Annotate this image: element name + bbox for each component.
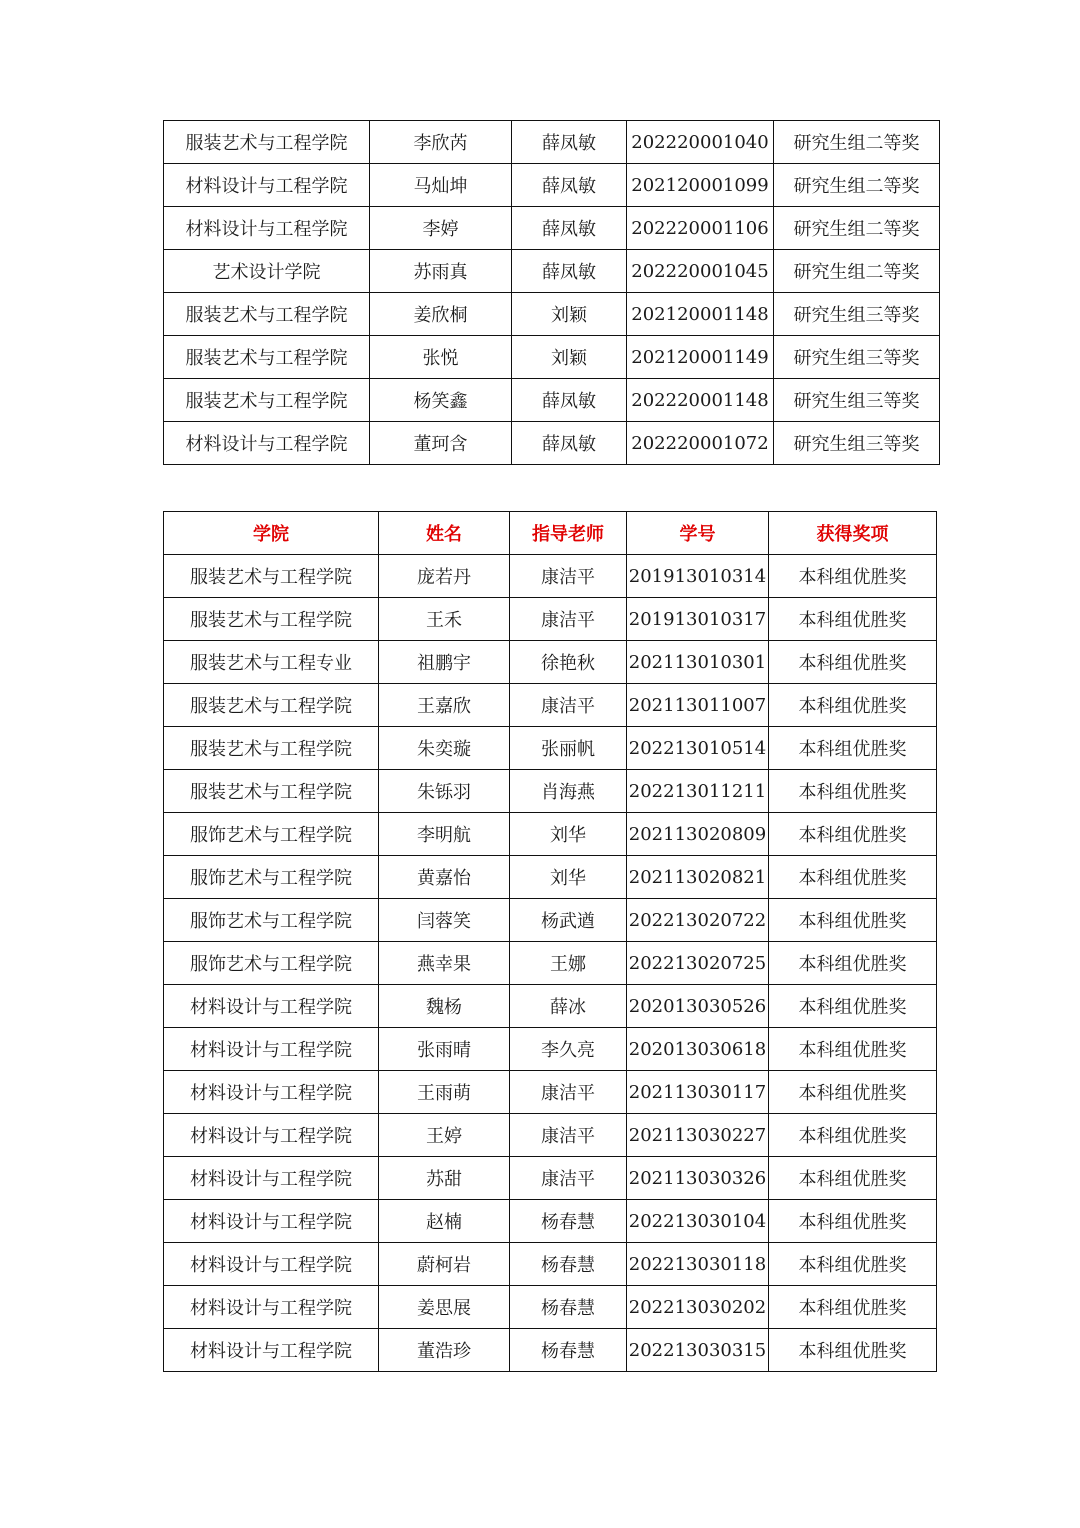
cell-advisor: 康洁平 [510, 1157, 627, 1200]
cell-name: 李欣芮 [370, 121, 512, 164]
cell-name: 董浩珍 [379, 1329, 510, 1372]
cell-student-id: 202213030315 [627, 1329, 769, 1372]
cell-advisor: 康洁平 [510, 684, 627, 727]
cell-student-id: 202113010301 [627, 641, 769, 684]
table-row [164, 1286, 937, 1329]
cell-student-id: 201913010314 [627, 555, 769, 598]
cell-award: 研究生组二等奖 [774, 207, 940, 250]
header-name: 姓名 [379, 512, 510, 555]
cell-college: 材料设计与工程学院 [164, 1243, 379, 1286]
cell-college: 材料设计与工程学院 [164, 1286, 379, 1329]
table-row [164, 942, 937, 985]
cell-name: 魏杨 [379, 985, 510, 1028]
cell-college: 服装艺术与工程学院 [164, 770, 379, 813]
cell-advisor: 张丽帆 [510, 727, 627, 770]
cell-college: 材料设计与工程学院 [164, 207, 370, 250]
cell-student-id: 202120001099 [627, 164, 774, 207]
cell-name: 姜欣桐 [370, 293, 512, 336]
header-student-id: 学号 [627, 512, 769, 555]
table-row [164, 813, 937, 856]
cell-name: 黄嘉怡 [379, 856, 510, 899]
table-row [164, 770, 937, 813]
table-row [164, 1200, 937, 1243]
cell-student-id: 202113030227 [627, 1114, 769, 1157]
cell-student-id: 202120001148 [627, 293, 774, 336]
cell-name: 董珂含 [370, 422, 512, 465]
cell-advisor: 杨春慧 [510, 1243, 627, 1286]
table-row [164, 1071, 937, 1114]
table-row [164, 555, 937, 598]
header-college: 学院 [164, 512, 379, 555]
cell-student-id: 202213030104 [627, 1200, 769, 1243]
table-row [164, 684, 937, 727]
cell-college: 服装艺术与工程专业 [164, 641, 379, 684]
cell-name: 苏甜 [379, 1157, 510, 1200]
cell-advisor: 薛凤敏 [512, 164, 627, 207]
undergraduate-awards-body [164, 555, 937, 1372]
table-row [164, 1028, 937, 1071]
cell-award: 本科组优胜奖 [769, 1286, 937, 1329]
cell-student-id: 202220001072 [627, 422, 774, 465]
cell-award: 本科组优胜奖 [769, 1243, 937, 1286]
table-row [164, 985, 937, 1028]
cell-name: 苏雨真 [370, 250, 512, 293]
undergraduate-awards-table [163, 511, 937, 1372]
cell-college: 材料设计与工程学院 [164, 1329, 379, 1372]
cell-name: 蔚柯岩 [379, 1243, 510, 1286]
cell-college: 服装艺术与工程学院 [164, 379, 370, 422]
cell-college: 服装艺术与工程学院 [164, 727, 379, 770]
cell-advisor: 康洁平 [510, 1071, 627, 1114]
table-row [164, 336, 940, 379]
cell-award: 本科组优胜奖 [769, 1329, 937, 1372]
table-row [164, 641, 937, 684]
cell-student-id: 202213010514 [627, 727, 769, 770]
cell-advisor: 刘颖 [512, 336, 627, 379]
cell-college: 材料设计与工程学院 [164, 422, 370, 465]
cell-advisor: 王娜 [510, 942, 627, 985]
cell-student-id: 202213030118 [627, 1243, 769, 1286]
header-award: 获得奖项 [769, 512, 937, 555]
cell-name: 赵楠 [379, 1200, 510, 1243]
cell-award: 本科组优胜奖 [769, 985, 937, 1028]
cell-college: 服饰艺术与工程学院 [164, 856, 379, 899]
cell-advisor: 薛冰 [510, 985, 627, 1028]
cell-advisor: 肖海燕 [510, 770, 627, 813]
cell-student-id: 202113011007 [627, 684, 769, 727]
cell-name: 李明航 [379, 813, 510, 856]
cell-name: 王禾 [379, 598, 510, 641]
cell-advisor: 李久亮 [510, 1028, 627, 1071]
cell-college: 材料设计与工程学院 [164, 164, 370, 207]
cell-student-id: 202220001148 [627, 379, 774, 422]
cell-student-id: 202213030202 [627, 1286, 769, 1329]
cell-student-id: 202113020809 [627, 813, 769, 856]
table-row [164, 727, 937, 770]
cell-award: 研究生组三等奖 [774, 293, 940, 336]
cell-college: 服饰艺术与工程学院 [164, 899, 379, 942]
cell-award: 本科组优胜奖 [769, 1071, 937, 1114]
cell-advisor: 薛凤敏 [512, 207, 627, 250]
cell-student-id: 202220001045 [627, 250, 774, 293]
cell-name: 张悦 [370, 336, 512, 379]
cell-award: 研究生组二等奖 [774, 250, 940, 293]
cell-name: 李婷 [370, 207, 512, 250]
cell-advisor: 杨春慧 [510, 1329, 627, 1372]
cell-advisor: 康洁平 [510, 598, 627, 641]
cell-advisor: 薛凤敏 [512, 121, 627, 164]
cell-award: 研究生组三等奖 [774, 336, 940, 379]
table-row [164, 1157, 937, 1200]
cell-advisor: 杨春慧 [510, 1200, 627, 1243]
cell-student-id: 202220001040 [627, 121, 774, 164]
table-row [164, 899, 937, 942]
cell-award: 本科组优胜奖 [769, 1028, 937, 1071]
cell-name: 马灿坤 [370, 164, 512, 207]
cell-name: 燕幸果 [379, 942, 510, 985]
table-row [164, 1329, 937, 1372]
cell-award: 本科组优胜奖 [769, 727, 937, 770]
cell-advisor: 徐艳秋 [510, 641, 627, 684]
cell-name: 闫蓉笑 [379, 899, 510, 942]
cell-student-id: 202013030618 [627, 1028, 769, 1071]
cell-advisor: 康洁平 [510, 1114, 627, 1157]
cell-student-id: 202213020722 [627, 899, 769, 942]
cell-advisor: 刘华 [510, 856, 627, 899]
cell-award: 本科组优胜奖 [769, 813, 937, 856]
cell-advisor: 薛凤敏 [512, 422, 627, 465]
cell-award: 本科组优胜奖 [769, 598, 937, 641]
cell-college: 服装艺术与工程学院 [164, 684, 379, 727]
cell-name: 祖鹏宇 [379, 641, 510, 684]
table-row [164, 1243, 937, 1286]
cell-college: 材料设计与工程学院 [164, 1157, 379, 1200]
cell-advisor: 杨春慧 [510, 1286, 627, 1329]
header-advisor: 指导老师 [510, 512, 627, 555]
cell-advisor: 薛凤敏 [512, 250, 627, 293]
cell-name: 杨笑鑫 [370, 379, 512, 422]
cell-award: 本科组优胜奖 [769, 1114, 937, 1157]
cell-award: 本科组优胜奖 [769, 942, 937, 985]
cell-advisor: 康洁平 [510, 555, 627, 598]
cell-award: 本科组优胜奖 [769, 1157, 937, 1200]
cell-college: 材料设计与工程学院 [164, 1028, 379, 1071]
cell-name: 王嘉欣 [379, 684, 510, 727]
table-row [164, 121, 940, 164]
cell-college: 材料设计与工程学院 [164, 1071, 379, 1114]
table-header-row [164, 512, 937, 555]
table-row [164, 293, 940, 336]
table-row [164, 1114, 937, 1157]
cell-name: 朱奕璇 [379, 727, 510, 770]
table-row [164, 422, 940, 465]
table-row [164, 598, 937, 641]
cell-award: 研究生组二等奖 [774, 164, 940, 207]
table-row [164, 250, 940, 293]
cell-student-id: 202220001106 [627, 207, 774, 250]
cell-college: 服饰艺术与工程学院 [164, 942, 379, 985]
table-row [164, 379, 940, 422]
cell-advisor: 杨武遒 [510, 899, 627, 942]
cell-college: 材料设计与工程学院 [164, 1200, 379, 1243]
cell-name: 朱铄羽 [379, 770, 510, 813]
cell-college: 艺术设计学院 [164, 250, 370, 293]
cell-student-id: 202113020821 [627, 856, 769, 899]
cell-college: 服装艺术与工程学院 [164, 598, 379, 641]
cell-college: 服装艺术与工程学院 [164, 555, 379, 598]
cell-college: 服装艺术与工程学院 [164, 121, 370, 164]
cell-student-id: 202113030117 [627, 1071, 769, 1114]
cell-advisor: 刘华 [510, 813, 627, 856]
cell-college: 服饰艺术与工程学院 [164, 813, 379, 856]
cell-college: 服装艺术与工程学院 [164, 293, 370, 336]
cell-student-id: 202113030326 [627, 1157, 769, 1200]
table-row [164, 164, 940, 207]
cell-student-id: 202120001149 [627, 336, 774, 379]
cell-award: 本科组优胜奖 [769, 899, 937, 942]
cell-college: 服装艺术与工程学院 [164, 336, 370, 379]
cell-student-id: 202013030526 [627, 985, 769, 1028]
cell-advisor: 刘颖 [512, 293, 627, 336]
cell-award: 研究生组三等奖 [774, 379, 940, 422]
cell-award: 研究生组三等奖 [774, 422, 940, 465]
table-row [164, 856, 937, 899]
graduate-awards-body [164, 121, 940, 465]
cell-name: 姜思展 [379, 1286, 510, 1329]
cell-name: 庞若丹 [379, 555, 510, 598]
cell-college: 材料设计与工程学院 [164, 985, 379, 1028]
cell-award: 本科组优胜奖 [769, 641, 937, 684]
cell-award: 本科组优胜奖 [769, 770, 937, 813]
cell-award: 本科组优胜奖 [769, 684, 937, 727]
cell-award: 本科组优胜奖 [769, 1200, 937, 1243]
cell-college: 材料设计与工程学院 [164, 1114, 379, 1157]
table-row [164, 207, 940, 250]
cell-name: 张雨晴 [379, 1028, 510, 1071]
cell-student-id: 202213020725 [627, 942, 769, 985]
cell-award: 本科组优胜奖 [769, 856, 937, 899]
graduate-awards-table [163, 120, 940, 465]
cell-name: 王雨萌 [379, 1071, 510, 1114]
cell-award: 研究生组二等奖 [774, 121, 940, 164]
cell-name: 王婷 [379, 1114, 510, 1157]
cell-student-id: 202213011211 [627, 770, 769, 813]
cell-advisor: 薛凤敏 [512, 379, 627, 422]
cell-award: 本科组优胜奖 [769, 555, 937, 598]
cell-student-id: 201913010317 [627, 598, 769, 641]
